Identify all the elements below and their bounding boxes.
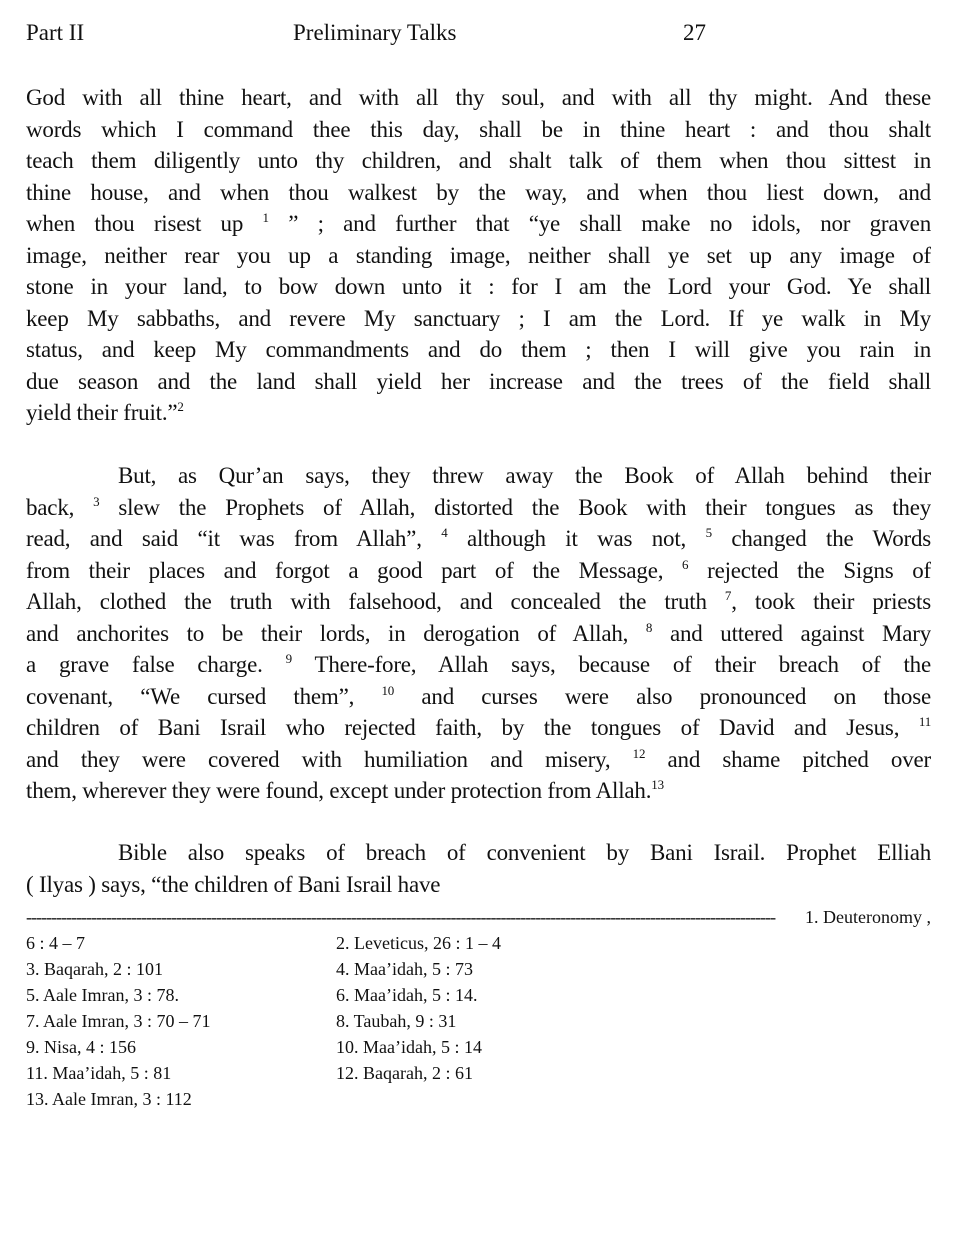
text-segment: teach them diligently unto thy children, and shalt talk of them when thou sittest in xyxy=(26,148,931,173)
running-header-title: Preliminary Talks xyxy=(293,20,457,45)
text-line xyxy=(26,208,931,240)
text-segment: Allah, clothed the truth with falsehood, and concealed the truth xyxy=(26,589,725,614)
text-line xyxy=(26,869,931,901)
footnote-row xyxy=(26,1060,931,1086)
footnotes xyxy=(26,904,931,1112)
footnote-row xyxy=(26,930,931,956)
footnote-reference: 4 xyxy=(441,525,448,540)
running-header-part: Part II xyxy=(26,20,85,45)
text-line xyxy=(26,366,931,398)
text-segment: and curses were also pronounced on those xyxy=(394,683,931,709)
footnote-reference: 8 xyxy=(645,619,653,635)
text-segment: and anchorites to be their lords, in derogation of Allah, xyxy=(26,620,646,646)
paragraph-3 xyxy=(26,837,931,900)
text-line xyxy=(26,649,931,681)
text-segment: yield their fruit.” xyxy=(26,400,178,425)
footnote-entry: 10. Maa’idah, 5 : 14 xyxy=(336,1037,482,1057)
text-segment: back, xyxy=(26,494,94,520)
text-line xyxy=(26,303,931,335)
text-segment: status, and keep My commandments and do them ; then I will give you rain in xyxy=(26,337,931,362)
footnote-reference: 13 xyxy=(651,777,664,792)
text-segment: and shame pitched over xyxy=(645,746,931,772)
text-line xyxy=(26,712,931,744)
footnote-separator: ------------------------------------------------------------------------------------------------------------------------------------------------------ xyxy=(26,907,776,927)
page-number: 27 xyxy=(683,20,706,45)
text-segment: ( Ilyas ) says, “the children of Bani Israil have xyxy=(26,871,441,897)
footnote-reference: 1 xyxy=(262,210,269,225)
text-line xyxy=(26,775,931,807)
text-segment: Bible also speaks of breach of convenient by Bani Israil. Prophet Elliah xyxy=(118,840,931,865)
footnote-row xyxy=(26,1034,931,1060)
footnote-row xyxy=(26,956,931,982)
text-segment: thine house, and when thou walkest by the way, and when thou liest down, and xyxy=(26,179,931,205)
footnote-reference: 9 xyxy=(285,651,292,666)
text-segment: them, wherever they were found, except under protection from Allah. xyxy=(26,778,652,803)
footnote-entry: 8. Taubah, 9 : 31 xyxy=(336,1011,457,1031)
footnote-entry: 9. Nisa, 4 : 156 xyxy=(26,1037,136,1057)
text-segment: stone in your land, to bow down unto it : for I am the Lord your God. Ye shall xyxy=(26,274,931,299)
text-line xyxy=(26,460,931,492)
footnote-row xyxy=(26,1086,931,1112)
footnote-reference: 3 xyxy=(93,493,100,509)
text-segment: children of Bani Israil who rejected faith, by the tongues of David and Jesus, xyxy=(26,715,919,740)
text-segment: God with all thine heart, and with all thy soul, and with all thy might. And these xyxy=(26,85,931,110)
text-segment: from their places and forgot a good part of the Message, xyxy=(26,557,683,583)
text-segment: although it was not, xyxy=(447,526,706,551)
text-segment: due season and the land shall yield her increase and the trees of the field shall xyxy=(26,368,931,394)
text-line xyxy=(26,397,931,429)
text-line xyxy=(26,586,931,618)
text-segment: keep My sabbaths, and revere My sanctuary ; I am the Lord. If ye walk in My xyxy=(26,305,931,331)
text-line xyxy=(26,492,931,524)
footnote-row xyxy=(26,982,931,1008)
text-line xyxy=(26,334,931,366)
text-line xyxy=(26,177,931,209)
footnote-rule-line xyxy=(26,904,931,930)
footnote-entry: 6. Maa’idah, 5 : 14. xyxy=(336,985,478,1005)
footnote-entry: 11. Maa’idah, 5 : 81 xyxy=(26,1063,172,1083)
text-line xyxy=(26,240,931,272)
text-segment: and uttered against Mary xyxy=(652,620,931,646)
text-line xyxy=(26,837,931,869)
footnote-reference: 5 xyxy=(705,525,712,540)
text-line xyxy=(26,271,931,303)
text-segment: , took their priests xyxy=(731,589,931,614)
text-segment: But, as Qur’an says, they threw away the Book of Allah behind their xyxy=(118,463,931,488)
footnote-entry: 3. Baqarah, 2 : 101 xyxy=(26,959,163,979)
text-segment: read, and said “it was from Allah”, xyxy=(26,526,442,551)
text-segment: rejected the Signs of xyxy=(688,557,931,583)
text-segment: when thou risest up xyxy=(26,211,263,236)
footnote-row xyxy=(26,1008,931,1034)
text-line xyxy=(26,523,931,555)
text-line xyxy=(26,681,931,713)
text-segment: ” ; and further that “ye shall make no idols, nor graven xyxy=(268,211,931,236)
text-line xyxy=(26,555,931,587)
footnote-entry: 5. Aale Imran, 3 : 78. xyxy=(26,985,179,1005)
footnote-entry: 7. Aale Imran, 3 : 70 – 71 xyxy=(26,1011,211,1031)
text-segment: slew the Prophets of Allah, distorted the Book with their tongues as they xyxy=(99,494,931,520)
paragraph-2 xyxy=(26,460,931,807)
footnote-reference: 7 xyxy=(724,588,732,603)
text-line xyxy=(26,618,931,650)
text-segment: image, neither rear you up a standing image, neither shall ye set up any image of xyxy=(26,242,931,268)
footnote-reference: 2 xyxy=(177,399,184,414)
text-line xyxy=(26,744,931,776)
text-segment: a grave false charge. xyxy=(26,652,286,677)
text-segment: There-fore, Allah says, because of their breach of the xyxy=(291,652,931,677)
footnote-reference: 10 xyxy=(381,682,395,698)
footnote-reference: 12 xyxy=(632,745,646,761)
text-line xyxy=(26,145,931,177)
footnote-entry: 13. Aale Imran, 3 : 112 xyxy=(26,1089,192,1109)
footnote-entry: 6 : 4 – 7 xyxy=(26,933,86,953)
text-segment: words which I command thee this day, shall be in thine heart : and thou shalt xyxy=(26,116,931,142)
text-segment: changed the Words xyxy=(711,526,931,551)
footnote-reference: 6 xyxy=(682,556,689,572)
text-line xyxy=(26,82,931,114)
paragraph-1 xyxy=(26,82,931,429)
footnote-entry: 2. Leveticus, 26 : 1 – 4 xyxy=(336,933,501,953)
text-line xyxy=(26,114,931,146)
footnote-entry: 12. Baqarah, 2 : 61 xyxy=(336,1063,473,1083)
footnote-1-start: 1. Deuteronomy , xyxy=(805,907,931,927)
footnote-entry: 4. Maa’idah, 5 : 73 xyxy=(336,959,473,979)
text-segment: covenant, “We cursed them”, xyxy=(26,683,382,709)
text-segment: and they were covered with humiliation and misery, xyxy=(26,746,633,772)
footnote-reference: 11 xyxy=(918,714,931,729)
